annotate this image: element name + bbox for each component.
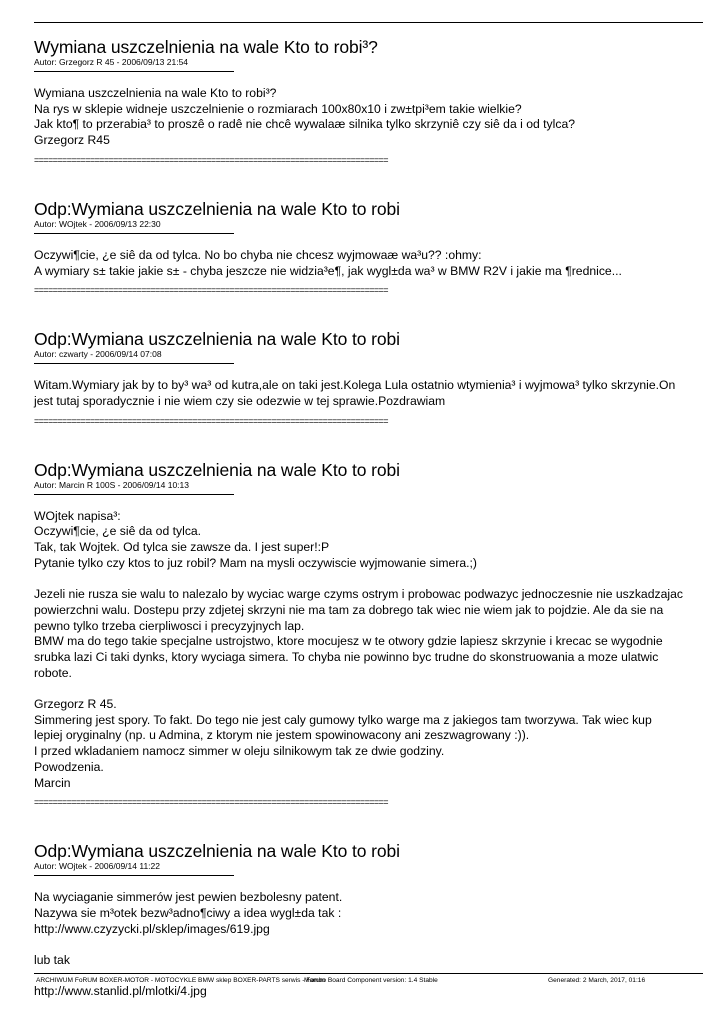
author-divider xyxy=(34,494,234,495)
post-body xyxy=(34,378,704,409)
post-line: Na wyciaganie simmerów jest pewien bezbolesny patent. xyxy=(34,890,343,905)
post-line: Marcin xyxy=(34,775,71,790)
post-line: Oczywi¶cie, ¿e siê da od tylca. No bo chyba nie chcesz wyjmowaæ wa³u?? :ohmy: xyxy=(34,247,482,262)
post-line: lepiej oryginalny (np. u Admina, z ktorym nie jestem spowinowacony ani zeszwagrowany :)). xyxy=(34,728,530,743)
post-body xyxy=(34,248,704,279)
post-author xyxy=(34,480,704,490)
post xyxy=(34,460,704,808)
footer-rule xyxy=(34,973,703,974)
post-line: Grzegorz R 45. xyxy=(34,697,117,712)
post-author xyxy=(34,349,704,359)
post xyxy=(34,199,704,295)
post-title: Odp:Wymiana uszczelnienia na wale Kto to robi xyxy=(34,198,400,219)
post-line: powierzchni walu. Dostepu przy zdjetej skrzyni nie ma tam za dobrego tak wiec nie wiem jak to pojdzie. Ale da sie na xyxy=(34,602,664,617)
post-line: pewno tylko trzeba cierpliwosci i precyzyjnych lap. xyxy=(34,618,305,633)
post-author xyxy=(34,219,704,229)
post-author-line: Autor: WOjtek - 2006/09/14 11:22 xyxy=(34,861,160,872)
post-line: Simmering jest spory. To fakt. Do tego nie jest caly gumowy tylko warge ma z jakiegos tam tworzywa. Tak wiec kup xyxy=(34,712,652,727)
post-line: srubka lazi Ci taki dynks, ktory wyciaga simera. To chyba nie powinno byc trudne do skonstruowania a moze ulatwic xyxy=(34,649,659,664)
post-line: Na rys w sklepie widneje uszczelnienie o rozmiarach 100x80x10 i zw±tpi³em takie wielkie? xyxy=(34,101,522,116)
author-divider xyxy=(34,875,234,876)
post-line: robote. xyxy=(34,665,72,680)
author-divider xyxy=(34,71,234,72)
post-line: Pytanie tylko czy ktos to juz robil? Mam na mysli oczywiscie wyjmowanie simera.;) xyxy=(34,555,477,570)
post-separator: ============================================================================ xyxy=(34,154,388,165)
post-title: Odp:Wymiana uszczelnienia na wale Kto to robi xyxy=(34,459,400,480)
post xyxy=(34,329,704,425)
post-author xyxy=(34,57,704,67)
post-line: lub tak xyxy=(34,953,70,968)
footer-component-version: Mambo Board Component version: 1.4 Stable xyxy=(304,977,438,984)
post-author-line: Autor: Grzegorz R 45 - 2006/09/13 21:54 xyxy=(34,57,189,67)
post-author xyxy=(34,861,704,871)
post-link[interactable]: http://www.czyzycki.pl/sklep/images/619.jpg xyxy=(34,921,270,936)
post-separator: ============================================================================ xyxy=(34,797,388,808)
post-line: Powodzenia. xyxy=(34,759,104,774)
post-separator: ============================================================================ xyxy=(34,285,388,296)
post-title: Odp:Wymiana uszczelnienia na wale Kto to robi xyxy=(34,841,400,862)
post-body xyxy=(34,509,704,792)
post-author-line: Autor: czwarty - 2006/09/14 07:08 xyxy=(34,349,162,360)
post-separator: ============================================================================ xyxy=(34,415,388,426)
footer-generated-date: Generated: 2 March, 2017, 01:16 xyxy=(548,977,646,984)
top-rule xyxy=(34,22,703,23)
author-divider xyxy=(34,233,234,234)
post-line: jest tutaj sporadycznie i nie wiem czy sie odezwie w tej sprawie.Pozdrawiam xyxy=(34,393,446,408)
post-line: Tak, tak Wojtek. Od tylca sie zawsze da. I jest super!:P xyxy=(34,540,330,555)
post-line: Jak kto¶ to przerabia³ to proszê o radê nie chcê wywalaæ silnika tylko skrzyniê czy siê da i od tylca? xyxy=(34,117,575,132)
post-link[interactable]: http://www.stanlid.pl/mlotki/4.jpg xyxy=(34,984,207,999)
post-line: Grzegorz R45 xyxy=(34,133,110,148)
post-line: Witam.Wymiary jak by to by³ wa³ od kutra,ale on taki jest.Kolega Lula ostatnio wtymienia³ i wyjmowa³ tylko skrzynie.On xyxy=(34,378,676,393)
post-line: BMW ma do tego takie specjalne ustrojstwo, ktore mocujesz w te otwory gdzie lapiesz skrzynie i krecac se wygodnie xyxy=(34,634,663,649)
post-title: Wymiana uszczelnienia na wale Kto to robi³? xyxy=(34,37,378,57)
author-divider xyxy=(34,363,234,364)
forum-archive xyxy=(34,37,704,1000)
post-line: WOjtek napisa³: xyxy=(34,508,121,523)
post xyxy=(34,37,704,165)
post-author-line: Autor: Marcin R 100S - 2006/09/14 10:13 xyxy=(34,479,189,490)
post-body xyxy=(34,86,704,149)
post-line: A wymiary s± takie jakie s± - chyba jeszcze nie widzia³e¶, jak wygl±da wa³ w BMW R2V i jakie ma ¶rednice... xyxy=(34,263,622,278)
post-line: Wymiana uszczelnienia na wale Kto to robi³? xyxy=(34,86,277,100)
post-line: Oczywi¶cie, ¿e siê da od tylca. xyxy=(34,524,202,539)
post-line: Nazywa sie m³otek bezw³adno¶ciwy a idea wygl±da tak : xyxy=(34,905,342,920)
post-line: I przed wkladaniem namocz simmer w oleju silnikowym tak ze dwie godziny. xyxy=(34,744,445,759)
footer-site-name: ARCHIWUM FoRUM BOXER-MOTOR - MOTOCYKLE BMW sklep BOXER-PARTS serwis - Forum xyxy=(36,977,326,984)
post-title: Odp:Wymiana uszczelnienia na wale Kto to robi xyxy=(34,329,400,350)
post-author-line: Autor: WOjtek - 2006/09/13 22:30 xyxy=(34,218,161,229)
post-line: Jezeli nie rusza sie walu to nalezalo by wyciac warge czyms ostrym i probowac podwazyc jednoczesnie nie uszkadzajac xyxy=(34,587,683,602)
